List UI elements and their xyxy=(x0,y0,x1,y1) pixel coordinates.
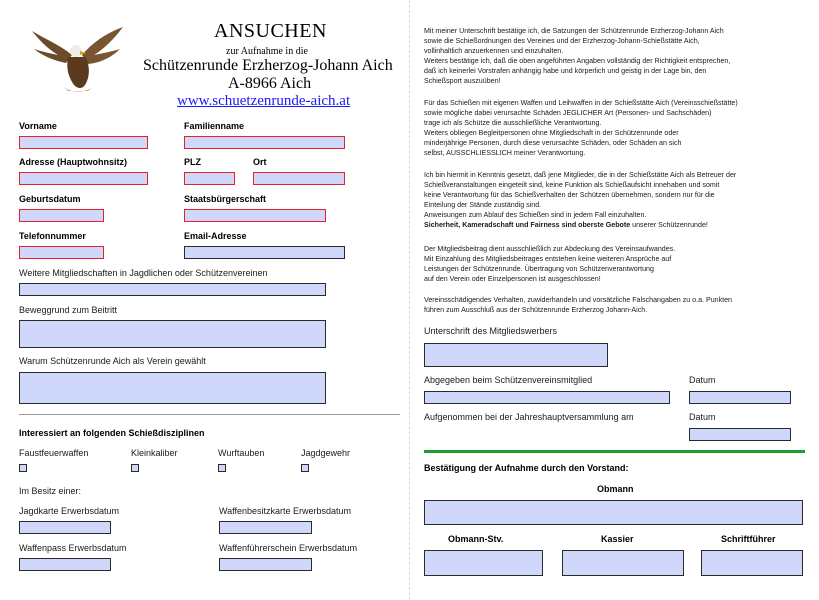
waffenbesitzkarte-date-field[interactable] xyxy=(219,521,312,534)
faustfeuerwaffen-checkbox[interactable] xyxy=(19,464,27,472)
weitere-field[interactable] xyxy=(19,283,326,296)
aufgenommen-label: Aufgenommen bei der Jahreshauptversammlung am xyxy=(424,412,634,422)
aufgenommen-datum-field[interactable] xyxy=(689,428,791,441)
obmann-stv-label: Obmann-Stv. xyxy=(448,534,504,544)
unterschrift-label: Unterschrift des Mitgliedswerbers xyxy=(424,326,558,336)
paragraph-kenntnis: Ich bin hiermit in Kenntnis gesetzt, daß jene Mitglieder, die in der Schießstätte Aich als Betreuer der Schießveranstaltungen eingeteilt sind, keine Funktion als Schießaufsicht innehaben und somit keine Verantwortung für das Schießverhalten der Schützen übernehmen, sondern nur für die Einteilung der Stände zuständig sind. Anweisungen zum Ablauf des Schießen sind in jedem Fall einzuhalten. Sicherheit, Kameradschaft und Fairness sind oberste Gebote unserer Schützenrunde! xyxy=(424,171,737,229)
discipline-label-jagdgewehr: Jagdgewehr xyxy=(301,448,351,458)
weitere-label: Weitere Mitgliedschaften in Jagdlichen oder Schützenvereinen xyxy=(19,268,268,278)
section-divider xyxy=(19,414,400,415)
jagdkarte-date-field[interactable] xyxy=(19,521,111,534)
staatsbuergerschaft-label: Staatsbürgerschaft xyxy=(184,194,267,204)
telefon-label: Telefonnummer xyxy=(19,231,86,241)
waffenpass-label: Waffenpass Erwerbsdatum xyxy=(19,543,127,553)
club-name: Schützenrunde Erzherzog-Johann Aich xyxy=(143,57,393,74)
green-rule xyxy=(424,450,805,453)
plz-label: PLZ xyxy=(184,157,201,167)
wurftauben-checkbox[interactable] xyxy=(218,464,226,472)
club-address: A-8966 Aich xyxy=(228,75,312,92)
paragraph-mitgliedsbeitrag: Der Mitgliedsbeitrag dient ausschließlich zur Abdeckung des Vereinsaufwandes. Mit Einzahlung des Mitgliedsbeitrages entstehen keine weiteren Ansprüche auf Leistungen der Schützenrunde. Übertragung von Schützenverantwortung auf den Verein oder Einzelpersonen ist ausgeschlossen! xyxy=(424,245,676,283)
geburtsdatum-field[interactable] xyxy=(19,209,104,222)
ort-label: Ort xyxy=(253,157,267,167)
staatsbuergerschaft-field[interactable] xyxy=(184,209,326,222)
waffenbesitzkarte-label: Waffenbesitzkarte Erwerbsdatum xyxy=(219,506,352,516)
familienname-label: Familienname xyxy=(184,121,245,131)
kassier-label: Kassier xyxy=(601,534,634,544)
warum-label: Warum Schützenrunde Aich als Verein gewählt xyxy=(19,356,206,366)
familienname-field[interactable] xyxy=(184,136,345,149)
form-subtitle: zur Aufnahme in die xyxy=(226,46,308,57)
vorname-field[interactable] xyxy=(19,136,148,149)
schriftfuehrer-signature-field[interactable] xyxy=(701,550,803,576)
warum-field[interactable] xyxy=(19,372,326,404)
schriftfuehrer-label: Schriftführer xyxy=(721,534,776,544)
club-website-link[interactable]: www.schuetzenrunde-aich.at xyxy=(177,93,351,109)
besitz-label: Im Besitz einer: xyxy=(19,486,82,496)
email-label: Email-Adresse xyxy=(184,231,247,241)
paragraph-ausschluss: Vereinsschädigendes Verhalten, zuwiderhandeln und vorsätzliche Falschangaben zu o.a. Punkten führen zum Ausschluß aus der Schützenrunde Erzherzog Johann-Aich. xyxy=(424,296,732,314)
eagle-logo-icon xyxy=(30,15,125,95)
abgegeben-datum-field[interactable] xyxy=(689,391,791,404)
paragraph-verantwortung: Für das Schießen mit eigenen Waffen und Leihwaffen in der Schießstätte Aich (Vereinsschießstätte) sowie mögliche dabei verursachte Schäden JEGLICHER Art (Personen- und Sachschäden) trage ich als Schütze die ausschließliche Verantwortung. Weiters obliegen Begleitpersonen ohne Mitgliedschaft in der Schützenrunde oder minderjährige Personen, durch diese verursachte Schäden, oder Schäden an sich selbst, AUSSCHLIESSLICH meiner Verantwortung. xyxy=(424,99,738,157)
paragraph-satzungen: Mit meiner Unterschrift bestätige ich, die Satzungen der Schützenrunde Erzherzog-Johann Aich sowie die Schießordnungen des Vereines und der Erzherzog-Johann-Schießstätte Aich, vollinhaltlich anzuerkennen und einzuhalten. Weiters bestätige ich, daß die oben angeführten Angaben vollständig der Richtigkeit entsprechen, daß ich keinerlei Vorstrafen anhängig habe und körperlich und geistig in der Lage bin, den Schießsport auszuüben! xyxy=(424,27,731,85)
waffenpass-date-field[interactable] xyxy=(19,558,111,571)
abgegeben-label: Abgegeben beim Schützenvereinsmitglied xyxy=(424,375,593,385)
aufgenommen-datum-label: Datum xyxy=(689,412,716,422)
vorname-label: Vorname xyxy=(19,121,57,131)
plz-field[interactable] xyxy=(184,172,235,185)
obmann-stv-signature-field[interactable] xyxy=(424,550,543,576)
adresse-field[interactable] xyxy=(19,172,148,185)
abgegeben-datum-label: Datum xyxy=(689,375,716,385)
form-title: ANSUCHEN xyxy=(214,20,327,42)
disziplinen-heading: Interessiert an folgenden Schießdisziplinen xyxy=(19,428,205,438)
kassier-signature-field[interactable] xyxy=(562,550,684,576)
ort-field[interactable] xyxy=(253,172,345,185)
email-field[interactable] xyxy=(184,246,345,259)
obmann-signature-field[interactable] xyxy=(424,500,803,525)
discipline-label-wurftauben: Wurftauben xyxy=(218,448,265,458)
beweggrund-field[interactable] xyxy=(19,320,326,348)
adresse-label: Adresse (Hauptwohnsitz) xyxy=(19,157,128,167)
discipline-label-faustfeuerwaffen: Faustfeuerwaffen xyxy=(19,448,89,458)
jagdkarte-label: Jagdkarte Erwerbsdatum xyxy=(19,506,120,516)
waffenfuehrerschein-label: Waffenführerschein Erwerbsdatum xyxy=(219,543,358,553)
kleinkaliber-checkbox[interactable] xyxy=(131,464,139,472)
motto-text: Sicherheit, Kameradschaft und Fairness sind oberste Gebote xyxy=(424,221,631,229)
jagdgewehr-checkbox[interactable] xyxy=(301,464,309,472)
page-divider xyxy=(409,0,410,600)
geburtsdatum-label: Geburtsdatum xyxy=(19,194,81,204)
unterschrift-field[interactable] xyxy=(424,343,608,367)
telefon-field[interactable] xyxy=(19,246,104,259)
bestaetigung-heading: Bestätigung der Aufnahme durch den Vorstand: xyxy=(424,463,629,473)
obmann-label: Obmann xyxy=(597,484,634,494)
beweggrund-label: Beweggrund zum Beitritt xyxy=(19,305,118,315)
discipline-label-kleinkaliber: Kleinkaliber xyxy=(131,448,178,458)
abgegeben-field[interactable] xyxy=(424,391,670,404)
waffenfuehrerschein-date-field[interactable] xyxy=(219,558,312,571)
